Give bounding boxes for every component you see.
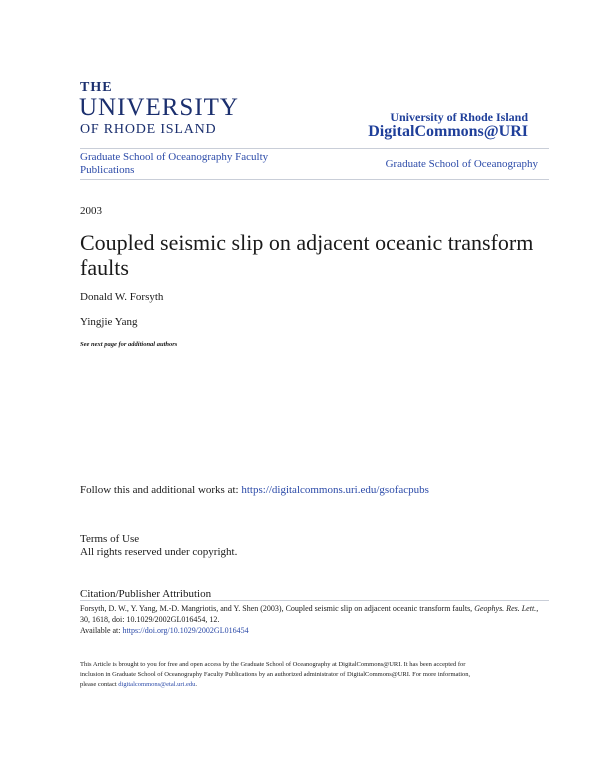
logo-the: THE <box>80 80 113 95</box>
citation-details: , 30, 1618, doi: 10.1029/2002GL016454, 12. <box>80 604 539 624</box>
logo-of-rhode-island: OF RHODE ISLAND <box>80 122 217 137</box>
article-title: Coupled seismic slip on adjacent oceanic transform faults <box>80 230 534 280</box>
follow-text: Follow this and additional works at: <box>80 484 242 496</box>
repository-title[interactable]: DigitalCommons@URI <box>368 123 528 140</box>
collection-link[interactable]: Graduate School of Oceanography Faculty Publications <box>80 151 269 176</box>
citation-divider <box>80 600 549 601</box>
footer-line-1: This Article is brought to you for free and open access by the Graduate School of Oceanography at DigitalCommons@URI. It has been accepted for <box>80 661 466 668</box>
available-label: Available at: <box>80 626 123 635</box>
contact-email-link[interactable]: digitalcommons@etal.uri.edu <box>118 681 196 688</box>
citation-heading: Citation/Publisher Attribution <box>80 588 212 600</box>
follow-link[interactable]: https://digitalcommons.uri.edu/gsofacpubs <box>241 484 429 496</box>
footer-period: . <box>195 681 197 688</box>
terms-text: All rights reserved under copyright. <box>80 546 238 558</box>
department-link[interactable]: Graduate School of Oceanography <box>385 158 538 170</box>
publication-year: 2003 <box>80 205 102 217</box>
footer-line-3 <box>80 680 550 690</box>
footer-contact-text: please contact <box>80 681 119 688</box>
citation-journal: Geophys. Res. Lett. <box>474 604 537 613</box>
see-next-note: See next page for additional authors <box>80 341 178 348</box>
follow-line <box>80 484 429 496</box>
repository-name[interactable]: University of Rhode Island <box>390 110 528 124</box>
citation-body <box>80 603 550 636</box>
author-2: Yingjie Yang <box>80 316 138 328</box>
divider-bottom <box>80 179 549 180</box>
author-1: Donald W. Forsyth <box>80 291 164 303</box>
footer-line-2: inclusion in Graduate School of Oceanography Faculty Publications by an authorized administrator of DigitalCommons@URI. For more information, <box>80 671 471 678</box>
logo-university: UNIVERSITY <box>79 94 239 121</box>
terms-heading: Terms of Use <box>80 533 140 545</box>
doi-link[interactable]: https://doi.org/10.1029/2002GL016454 <box>122 626 249 635</box>
divider-top <box>80 148 549 149</box>
citation-text: Forsyth, D. W., Y. Yang, M.-D. Mangriotis, and Y. Shen (2003), Coupled seismic slip on adjacent oceanic transform faults, <box>80 604 475 613</box>
footer-notice <box>80 660 550 690</box>
